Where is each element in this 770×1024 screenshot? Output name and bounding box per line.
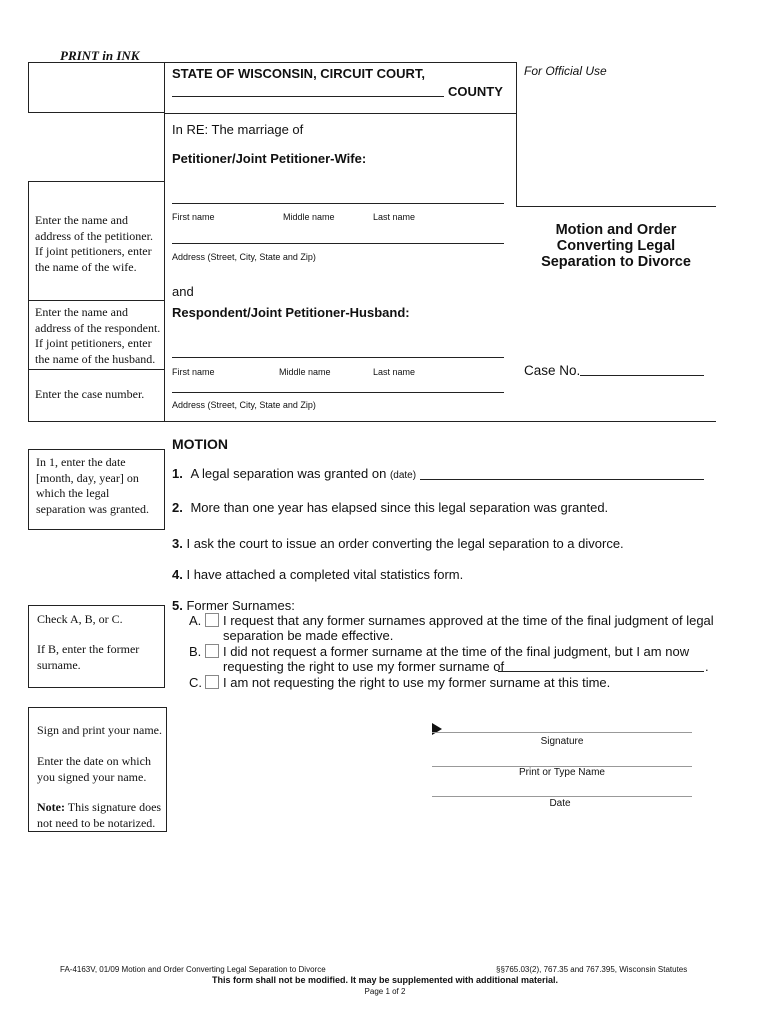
- sign-here-arrow-icon: [432, 723, 442, 735]
- respondent-address-label: Address (Street, City, State and Zip): [172, 400, 316, 410]
- motion-item-4: [172, 567, 463, 582]
- caption-top-rule: [164, 113, 516, 114]
- print-in-ink: PRINT in INK: [60, 48, 140, 63]
- caption-left-rule: [164, 113, 165, 421]
- motion-item-2: [172, 500, 608, 515]
- print-name-label: Print or Type Name: [519, 767, 605, 778]
- instruction-box-bottom: [28, 421, 164, 422]
- option-c-line-1: I am not requesting the right to use my former surname at this time.: [223, 675, 611, 690]
- respondent-name-line[interactable]: [172, 357, 504, 358]
- option-a-line-2: separation be made effective.: [223, 628, 394, 643]
- option-a-line-1: I request that any former surnames approved at the time of the final judgment of legal: [223, 613, 714, 628]
- note-text: This signature does not need to be notarized.: [37, 800, 162, 830]
- in-re-text: In RE: The marriage of: [172, 122, 304, 137]
- notarize-note: [37, 800, 163, 831]
- instruction-divider-2: [28, 369, 164, 370]
- motion-heading: MOTION: [172, 436, 228, 452]
- document-title-line-1: Motion and Order: [555, 222, 677, 238]
- petitioner-last-name-label: Last name: [373, 212, 416, 222]
- respondent-address-line[interactable]: [172, 392, 504, 393]
- item-5-text: Former Surnames:: [186, 598, 295, 613]
- option-b-checkbox[interactable]: [205, 644, 219, 658]
- petitioner-first-name-label: First name: [172, 212, 215, 222]
- signature-line[interactable]: [432, 732, 692, 733]
- official-use-bottom: [516, 206, 716, 207]
- court-title: STATE OF WISCONSIN, CIRCUIT COURT,: [172, 66, 426, 81]
- petitioner-name-line[interactable]: [172, 203, 504, 204]
- county-name-line[interactable]: [172, 96, 444, 97]
- footer-form-id: FA-4163V, 01/09 Motion and Order Converting Legal Separation to Divorce: [60, 965, 326, 974]
- respondent-middle-name-label: Middle name: [279, 367, 331, 377]
- item-3-number: 3.: [172, 536, 183, 551]
- motion-item-5: [172, 598, 295, 613]
- separation-date-line[interactable]: [420, 479, 704, 480]
- date-instruction-box: [28, 449, 165, 530]
- option-b-letter: B.: [189, 644, 202, 659]
- item-1-text: A legal separation was granted on: [190, 466, 387, 481]
- respondent-label: Respondent/Joint Petitioner-Husband:: [172, 305, 410, 320]
- case-no-line[interactable]: [580, 375, 704, 376]
- and-text: and: [172, 284, 194, 299]
- sign-print-instruction: Sign and print your name.: [37, 723, 162, 737]
- top-rule: [164, 62, 516, 63]
- item-4-number: 4.: [172, 567, 183, 582]
- petitioner-middle-name-label: Middle name: [283, 212, 335, 222]
- former-surname-period: .: [705, 659, 709, 674]
- petitioner-instruction: Enter the name and address of the petitioner. If joint petitioners, enter the name of the wife.: [35, 213, 153, 274]
- official-use-label: For Official Use: [524, 64, 607, 78]
- date-label: Date: [549, 798, 571, 809]
- item-1-number: 1.: [172, 466, 183, 481]
- option-a-letter: A.: [189, 613, 202, 628]
- note-label: Note:: [37, 800, 65, 814]
- case-no-label: Case No.: [524, 363, 581, 378]
- footer-notice: This form shall not be modified. It may be supplemented with additional material.: [211, 975, 559, 985]
- check-abc-instruction: Check A, B, or C.: [37, 612, 123, 626]
- county-label: COUNTY: [448, 84, 503, 99]
- item-1-date-label: (date): [389, 470, 417, 481]
- respondent-instruction: Enter the name and address of the respondent. If joint petitioners, enter the name of the husband.: [35, 305, 161, 366]
- caption-bottom-rule: [164, 421, 716, 422]
- respondent-last-name-label: Last name: [373, 367, 416, 377]
- item-3-text: I ask the court to issue an order converting the legal separation to a divorce.: [186, 536, 624, 551]
- petitioner-address-label: Address (Street, City, State and Zip): [172, 252, 316, 262]
- item-2-number: 2.: [172, 500, 183, 515]
- item-2-text: More than one year has elapsed since this legal separation was granted.: [190, 500, 609, 515]
- document-title-line-2: Converting Legal: [556, 238, 676, 254]
- signature-instruction-box: [28, 707, 167, 832]
- date-signed-instruction: Enter the date on which you signed your name.: [37, 754, 151, 784]
- date-instruction-text: In 1, enter the date [month, day, year] on which the legal separation was granted.: [36, 455, 149, 516]
- instruction-divider-1: [28, 300, 164, 301]
- motion-item-3: [172, 536, 624, 551]
- item-4-text: I have attached a completed vital statistics form.: [186, 567, 464, 582]
- footer-statutes: §§765.03(2), 767.35 and 767.395, Wisconsin Statutes: [496, 965, 688, 974]
- item-5-number: 5.: [172, 598, 183, 613]
- instruction-box-left: [28, 181, 29, 421]
- document-title: [520, 222, 712, 270]
- option-a-checkbox[interactable]: [205, 613, 219, 627]
- option-c-checkbox[interactable]: [205, 675, 219, 689]
- date-line[interactable]: [432, 796, 692, 797]
- former-surname-line[interactable]: [498, 671, 704, 672]
- option-c-letter: C.: [189, 675, 202, 690]
- respondent-first-name-label: First name: [172, 367, 215, 377]
- instruction-box-top: [28, 181, 164, 182]
- document-title-line-3: Separation to Divorce: [541, 254, 691, 270]
- official-use-divider: [516, 62, 517, 207]
- footer-page-number: Page 1 of 2: [364, 987, 406, 996]
- former-surname-instruction: If B, enter the former surname.: [37, 642, 140, 672]
- signature-label: Signature: [540, 736, 584, 747]
- county-instruction-box: [28, 62, 165, 113]
- petitioner-address-line[interactable]: [172, 243, 504, 244]
- option-b-line-1: I did not request a former surname at the time of the final judgment, but I am now: [223, 644, 690, 659]
- option-b-line-2: requesting the right to use my former surname of: [223, 659, 505, 674]
- petitioner-label: Petitioner/Joint Petitioner-Wife:: [172, 151, 367, 166]
- surname-instruction-box: [28, 605, 165, 688]
- case-number-instruction: Enter the case number.: [35, 387, 145, 401]
- motion-item-1: [172, 466, 416, 481]
